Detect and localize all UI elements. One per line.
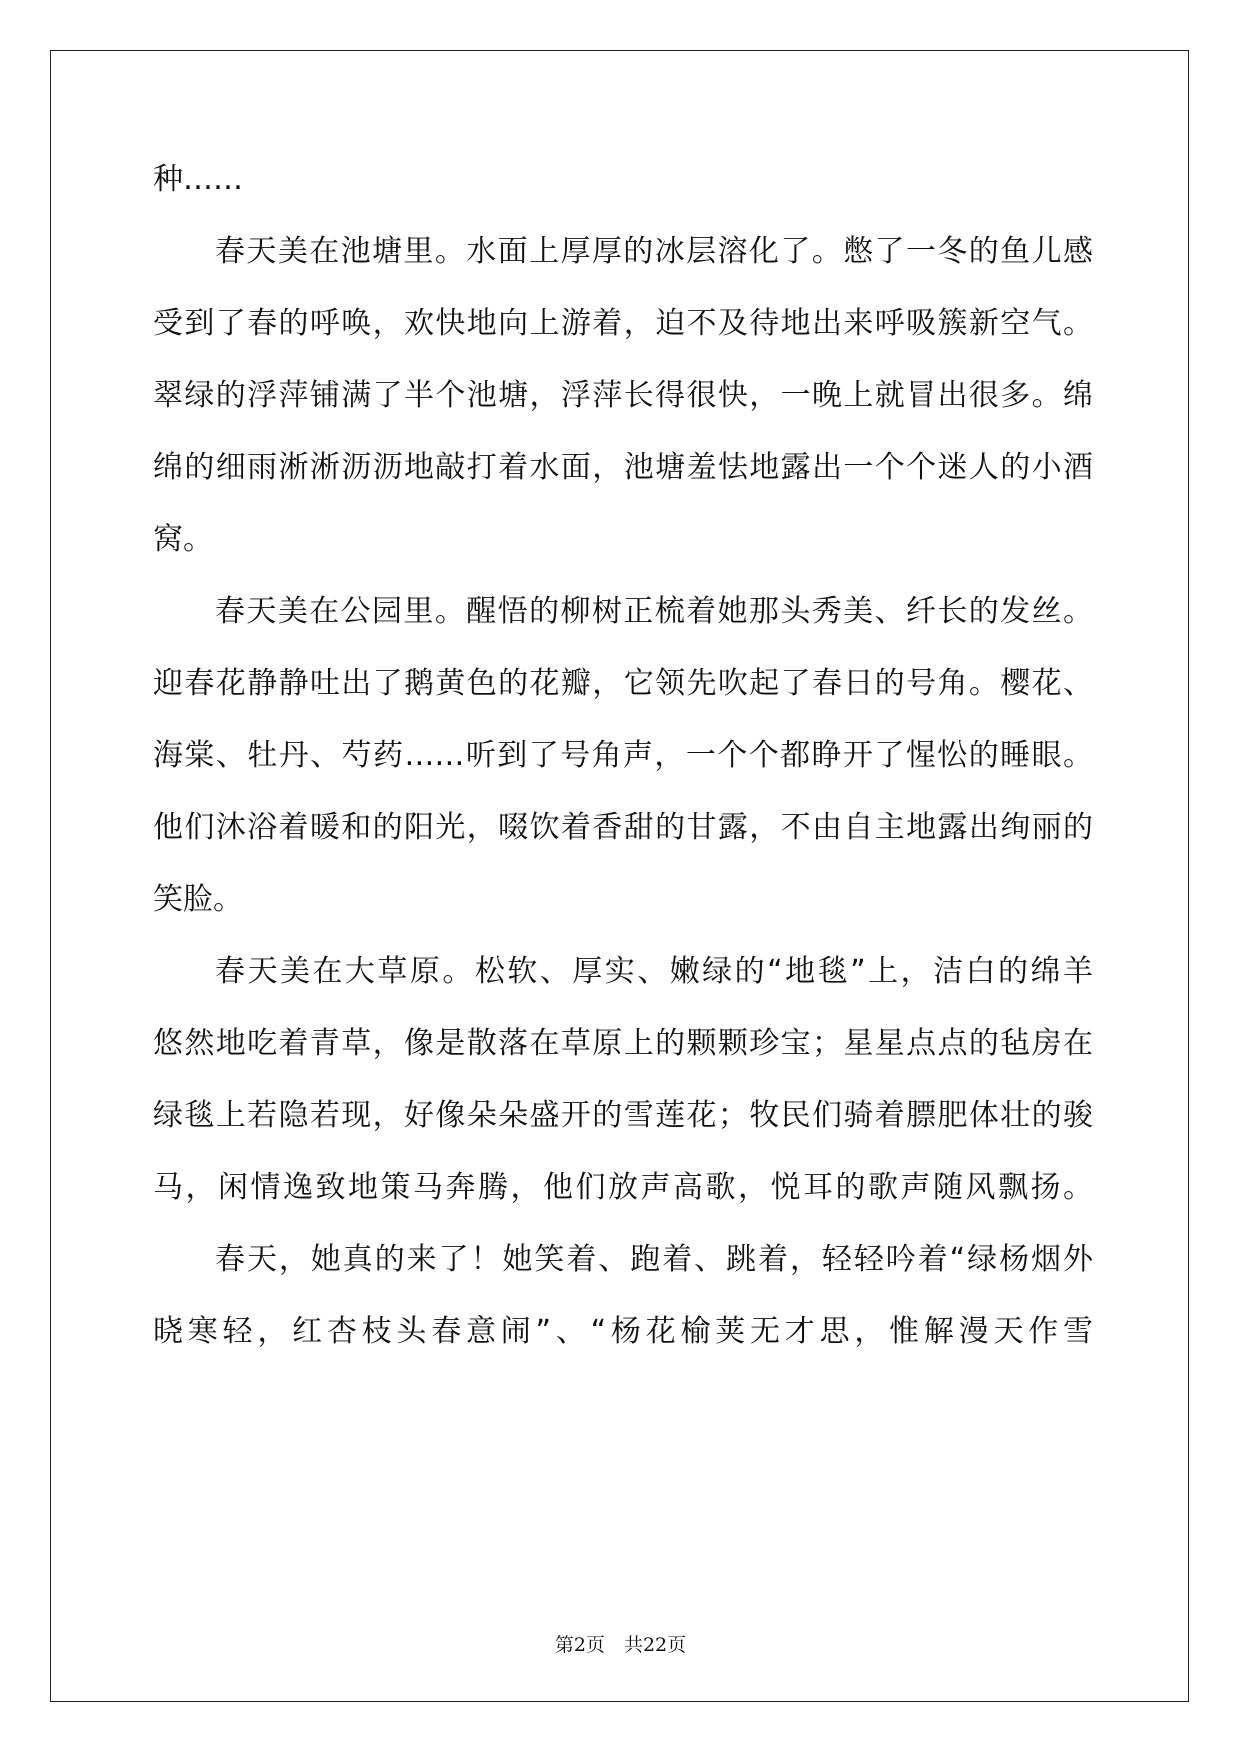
text-line: 马，闲情逸致地策马奔腾，他们放声高歌，悦耳的歌声随风飘扬。 [153, 1170, 1093, 1205]
page-number-footer: 第2页 共22页 [554, 1634, 687, 1656]
text-line: 受到了春的呼唤，欢快地向上游着，迫不及待地出来呼吸簇新空气。 [153, 306, 1093, 341]
page-frame [50, 50, 1189, 1702]
text-line: 种…… [153, 162, 243, 197]
text-line: 悠然地吃着青草，像是散落在草原上的颗颗珍宝；星星点点的毡房在 [153, 1026, 1093, 1061]
text-line: 他们沐浴着暖和的阳光，啜饮着香甜的甘露，不由自主地露出绚丽的 [153, 810, 1093, 845]
paragraph-start-line: 春天美在大草原。松软、厚实、嫩绿的“地毯”上，洁白的绵羊 [215, 954, 1093, 989]
text-line: 绿毯上若隐若现，好像朵朵盛开的雪莲花；牧民们骑着膘肥体壮的骏 [153, 1098, 1093, 1133]
paragraph-start-line: 春天，她真的来了！她笑着、跑着、跳着，轻轻吟着“绿杨烟外 [215, 1242, 1093, 1277]
text-line: 海棠、牡丹、芍药……听到了号角声，一个个都睁开了惺忪的睡眼。 [153, 738, 1093, 773]
text-line: 窝。 [153, 522, 213, 557]
text-line: 绵的细雨淅淅沥沥地敲打着水面，池塘羞怯地露出一个个迷人的小酒 [153, 450, 1093, 485]
paragraph-start-line: 春天美在池塘里。水面上厚厚的冰层溶化了。憋了一冬的鱼儿感 [215, 234, 1093, 269]
text-line: 迎春花静静吐出了鹅黄色的花瓣，它领先吹起了春日的号角。樱花、 [153, 666, 1093, 701]
text-line: 翠绿的浮萍铺满了半个池塘，浮萍长得很快，一晚上就冒出很多。绵 [153, 378, 1093, 413]
paragraph-start-line: 春天美在公园里。醒悟的柳树正梳着她那头秀美、纤长的发丝。 [215, 594, 1093, 629]
text-line: 笑脸。 [153, 882, 243, 917]
text-line: 晓寒轻，红杏枝头春意闹”、“杨花榆荚无才思，惟解漫天作雪 [153, 1314, 1093, 1349]
